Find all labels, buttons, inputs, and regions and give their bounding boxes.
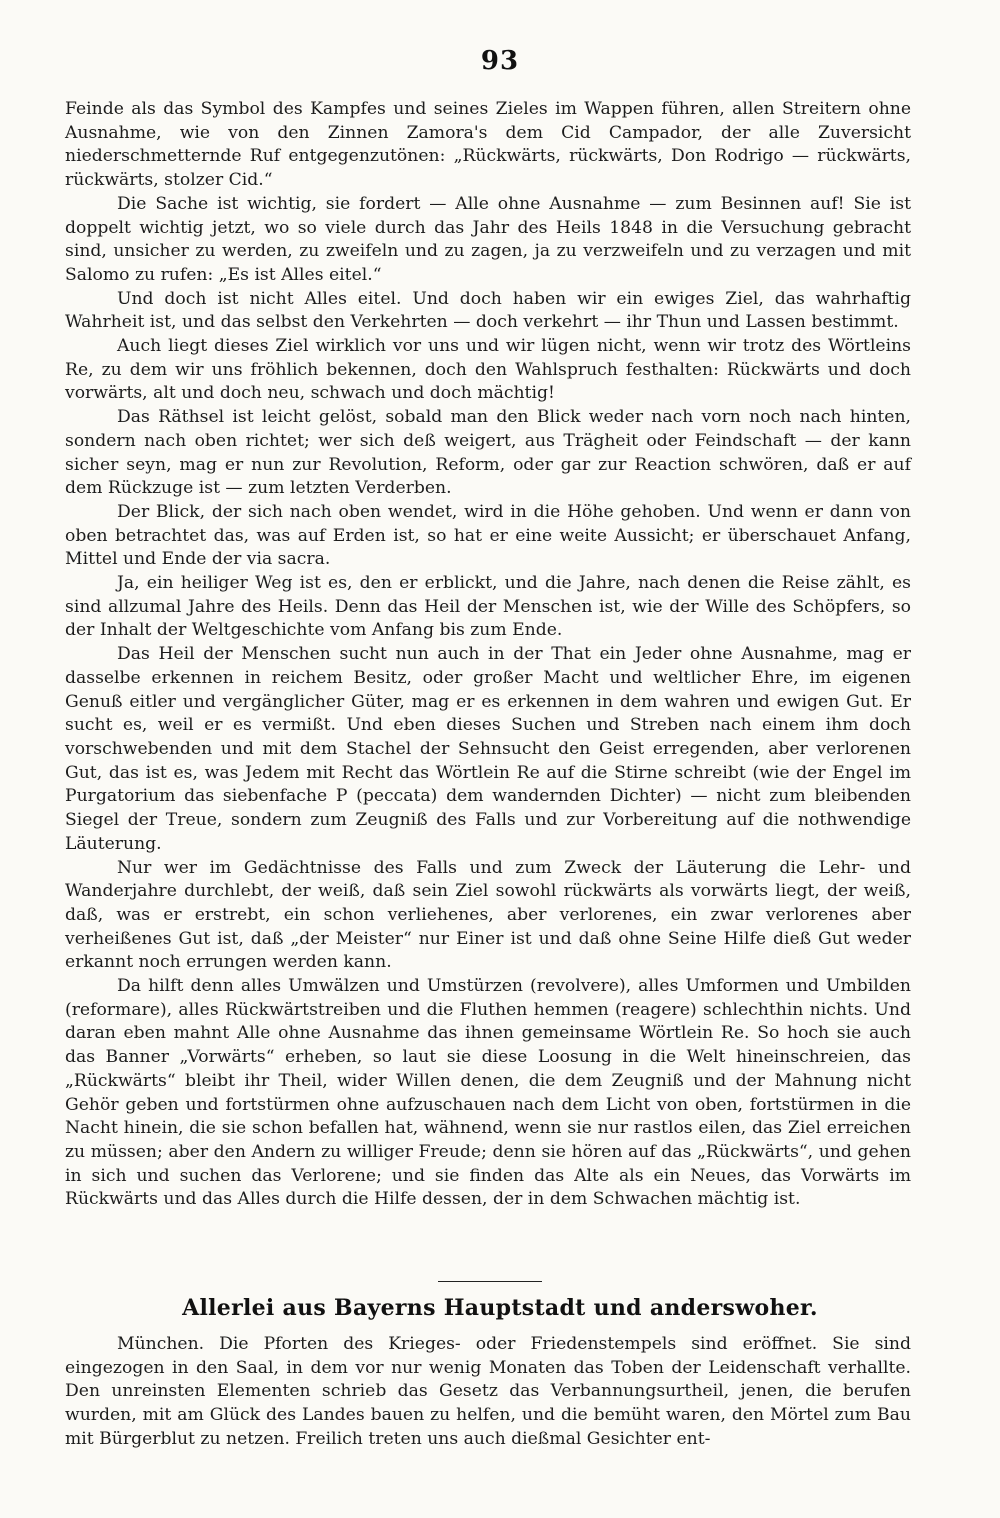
- paragraph: Das Heil der Menschen sucht nun auch in der That ein Jeder ohne Ausnahme, mag er dasselbe erkennen in reichem Besitz, oder großer Macht und weltlicher Ehre, im eigenen Genuß eitler und vergänglicher Güter, mag er es erkennen in dem wahren und ewigen Gut. Er sucht es, weil er es vermißt. Und eben dieses Suchen und Streben nach einem ihm doch vorschwebenden und mit dem Stachel der Sehnsucht den Geist erregenden, aber verlorenen Gut, das ist es, was Jedem mit Recht das Wörtlein Re auf die Stirne schreibt (wie der Engel im Purgatorium das siebenfache P (peccata) dem wandernden Dichter) — nicht zum bleibenden Siegel der Treue, sondern zum Zeugniß des Falls und zur Vorbereitung auf die nothwendige Läuterung.: [65, 644, 911, 854]
- paragraph: München. Die Pforten des Krieges- oder Friedenstempels sind eröffnet. Sie sind eingezogen in den Saal, in dem vor nur wenig Monaten das Toben der Leidenschaft verhallte. Den unreinsten Elementen schrieb das Gesetz das Verbannungsurtheil, jenen, die berufen wurden, mit am Glück des Landes bauen zu helfen, und die bemüht waren, den Mörtel zum Bau mit Bürgerblut zu netzen. Freilich treten uns auch dießmal Gesichter ent-: [65, 1334, 911, 1449]
- section-heading: Allerlei aus Bayerns Hauptstadt und anderswoher.: [182, 1295, 818, 1321]
- paragraph: Da hilft denn alles Umwälzen und Umstürzen (revolvere), alles Umformen und Umbilden (reformare), alles Rückwärtstreiben und die Fluthen hemmen (reagere) schlechthin nichts. Und daran eben mahnt Alle ohne Ausnahme das ihnen gemeinsame Wörtlein Re. So hoch sie auch das Banner „Vorwärts“ erheben, so laut sie diese Loosung in die Welt hineinschreien, das „Rückwärts“ bleibt ihr Theil, wider Willen denen, die dem Zeugniß und der Mahnung nicht Gehör geben und fortstürmen ohne aufzuschauen nach dem Licht von oben, fortstürmen in die Nacht hinein, die sie schon befallen hat, wähnend, wenn sie nur rastlos eilen, das Ziel erreichen zu müssen; aber den Andern zu williger Freude; denn sie hören auf das „Rückwärts“, und gehen in sich und suchen das Verlorene; und sie finden das Alte als ein Neues, das Vorwärts im Rückwärts und das Alles durch die Hilfe dessen, der in dem Schwachen mächtig ist.: [65, 976, 911, 1210]
- paragraph: Auch liegt dieses Ziel wirklich vor uns und wir lügen nicht, wenn wir trotz des Wörtleins Re, zu dem wir uns fröhlich bekennen, doch den Wahlspruch festhalten: Rückwärts und doch vorwärts, alt und doch neu, schwach und doch mächtig!: [65, 336, 911, 404]
- paragraph: Und doch ist nicht Alles eitel. Und doch haben wir ein ewiges Ziel, das wahrhaftig Wahrheit ist, und das selbst den Verkehrten — doch verkehrt — ihr Thun und Lassen bestimmt.: [65, 288, 911, 333]
- paragraph: Der Blick, der sich nach oben wendet, wird in die Höhe gehoben. Und wenn er dann von oben betrachtet das, was auf Erden ist, so hat er eine weite Aussicht; er überschauet Anfang, Mittel und Ende der via sacra.: [65, 501, 911, 570]
- section-body: [65, 1333, 911, 1452]
- section-divider: [438, 1281, 542, 1282]
- paragraph: Nur wer im Gedächtnisse des Falls und zum Zweck der Läuterung die Lehr- und Wanderjahre durchlebt, der weiß, daß sein Ziel sowohl rückwärts als vorwärts liegt, der weiß, daß, was er erstrebt, ein schon verliehenes, aber verlorenes, ein zwar verlorenes aber verheißenes Gut ist, daß „der Meister“ nur Einer ist und daß ohne Seine Hilfe dieß Gut weder erkannt noch errungen werden kann.: [65, 857, 911, 973]
- paragraph: Ja, ein heiliger Weg ist es, den er erblickt, und die Jahre, nach denen die Reise zählt, es sind allzumal Jahre des Heils. Denn das Heil der Menschen ist, wie der Wille des Schöpfers, so der Inhalt der Weltgeschichte vom Anfang bis zum Ende.: [65, 573, 911, 641]
- page-number: 93: [480, 46, 520, 76]
- article-body: [65, 98, 911, 1212]
- paragraph: Das Räthsel ist leicht gelöst, sobald man den Blick weder nach vorn noch nach hinten, sondern nach oben richtet; wer sich deß weigert, aus Trägheit oder Feindschaft — der kann sicher seyn, mag er nun zur Revolution, Reform, oder gar zur Reaction schwören, daß er auf dem Rückzuge ist — zum letzten Verderben.: [65, 407, 911, 499]
- paragraph: Die Sache ist wichtig, sie fordert — Alle ohne Ausnahme — zum Besinnen auf! Sie ist doppelt wichtig jetzt, wo so viele durch das Jahr des Heils 1848 in die Versuchung gebracht sind, unsicher zu werden, zu zweifeln und zu zagen, ja zu verzweifeln und zu verzagen und mit Salomo zu rufen: „Es ist Alles eitel.“: [65, 193, 911, 285]
- paragraph: Feinde als das Symbol des Kampfes und seines Zieles im Wappen führen, allen Streitern ohne Ausnahme, wie von den Zinnen Zamora's dem Cid Campador, der alle Zuversicht niederschmetternde Ruf entgegenzutönen: „Rückwärts, rückwärts, Don Rodrigo — rückwärts, rückwärts, stolzer Cid.“: [65, 99, 911, 191]
